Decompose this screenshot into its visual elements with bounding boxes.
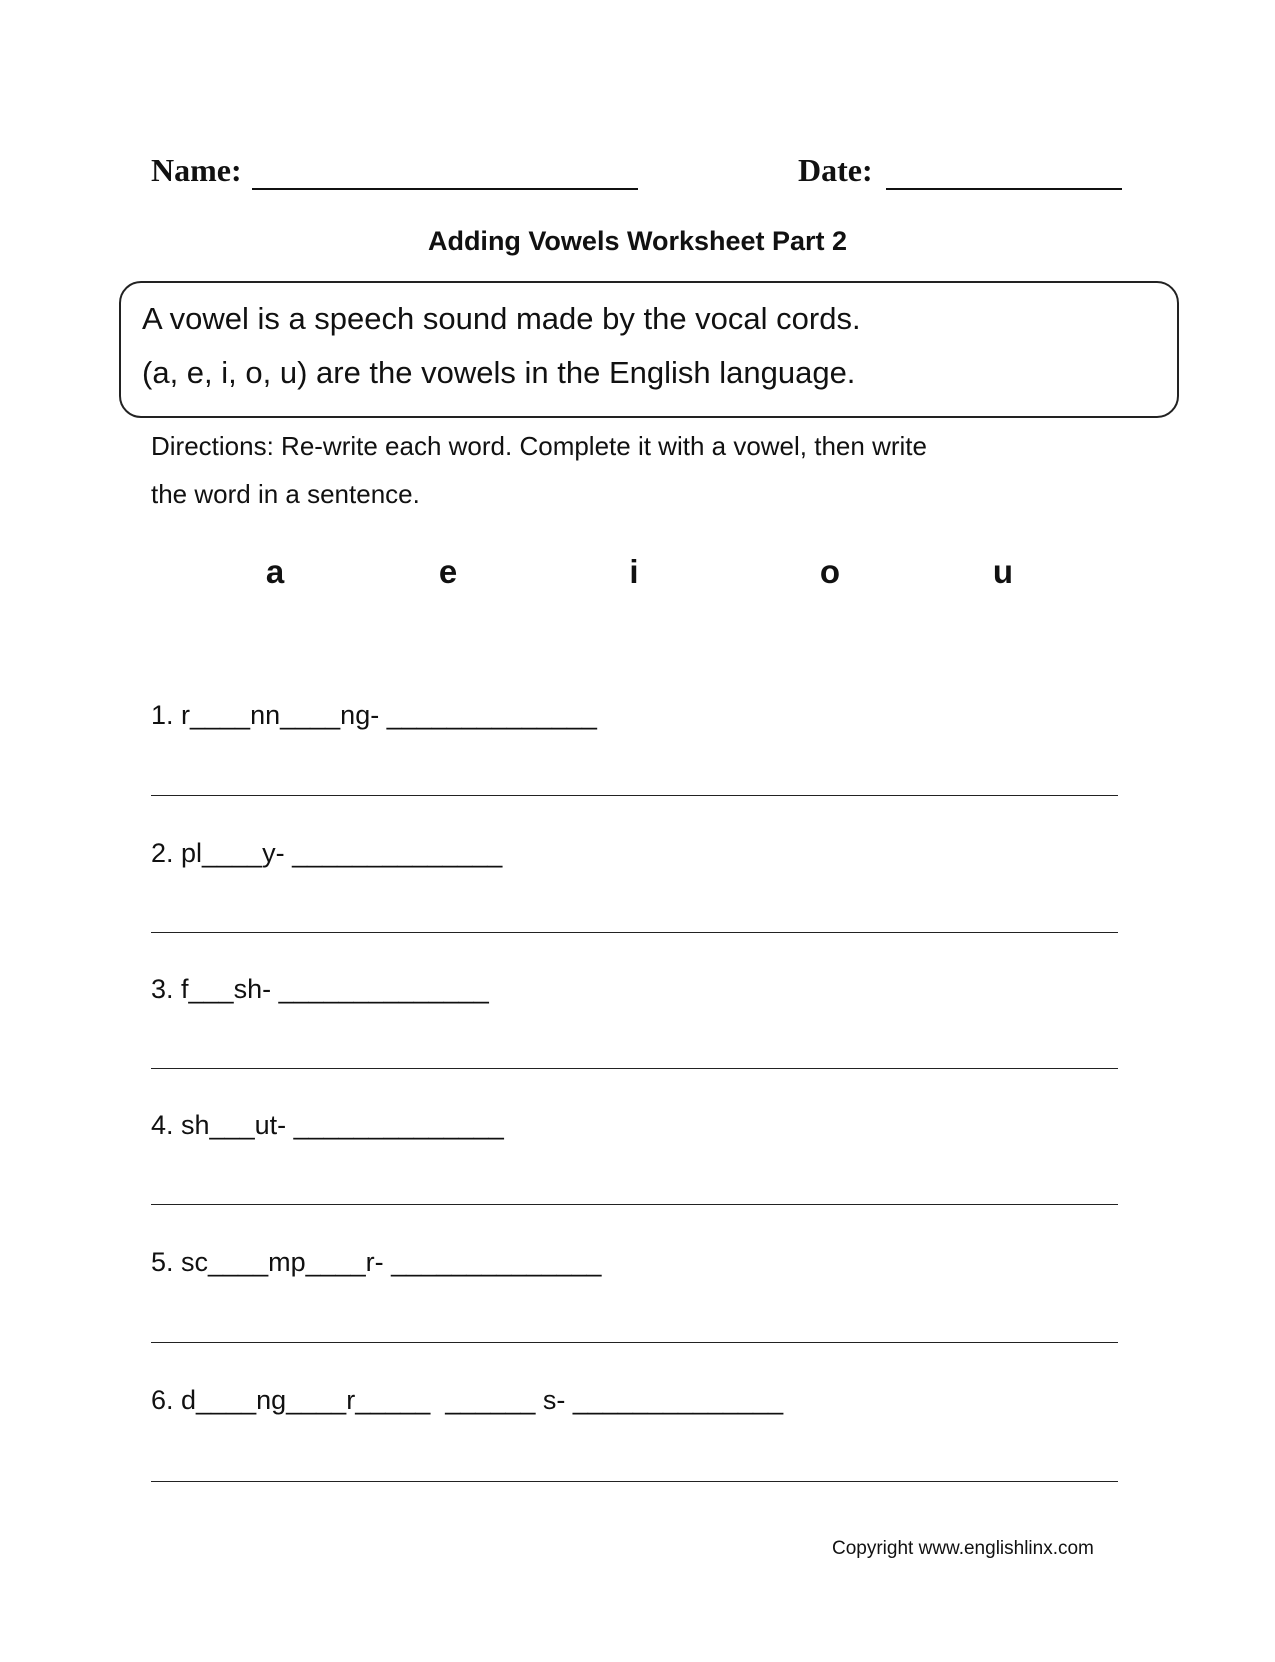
item-4-sentence-line[interactable]: [151, 1204, 1118, 1205]
item-1-sentence-line[interactable]: [151, 795, 1118, 796]
vowel-e: e: [438, 553, 458, 590]
date-label: Date:: [798, 152, 873, 188]
item-5-sentence-line[interactable]: [151, 1342, 1118, 1343]
directions-line-2: the word in a sentence.: [151, 479, 420, 509]
name-field-line[interactable]: [252, 188, 638, 190]
item-6-word[interactable]: 6. d____ng____r_____ ______ s- ______________: [151, 1385, 784, 1415]
item-2-sentence-line[interactable]: [151, 932, 1118, 933]
definition-line-1: A vowel is a speech sound made by the vocal cords.: [142, 301, 861, 336]
name-label: Name:: [151, 152, 242, 188]
date-field-line[interactable]: [886, 188, 1122, 190]
vowel-o: o: [819, 553, 841, 590]
item-6-sentence-line[interactable]: [151, 1481, 1118, 1482]
vowel-i: i: [629, 553, 639, 590]
vowel-u: u: [992, 553, 1014, 590]
item-3-word[interactable]: 3. f___sh- ______________: [151, 974, 489, 1004]
worksheet-title: Adding Vowels Worksheet Part 2: [427, 226, 848, 256]
item-4-word[interactable]: 4. sh___ut- ______________: [151, 1110, 504, 1140]
directions-line-1: Directions: Re-write each word. Complete it with a vowel, then write: [151, 431, 927, 461]
item-5-word[interactable]: 5. sc____mp____r- ______________: [151, 1247, 602, 1277]
item-2-word[interactable]: 2. pl____y- ______________: [151, 838, 503, 868]
copyright-notice: Copyright www.englishlinx.com: [832, 1538, 1094, 1559]
definition-line-2: (a, e, i, o, u) are the vowels in the English language.: [142, 355, 856, 390]
item-3-sentence-line[interactable]: [151, 1068, 1118, 1069]
item-1-word[interactable]: 1. r____nn____ng- ______________: [151, 700, 597, 730]
vowel-a: a: [265, 553, 285, 590]
